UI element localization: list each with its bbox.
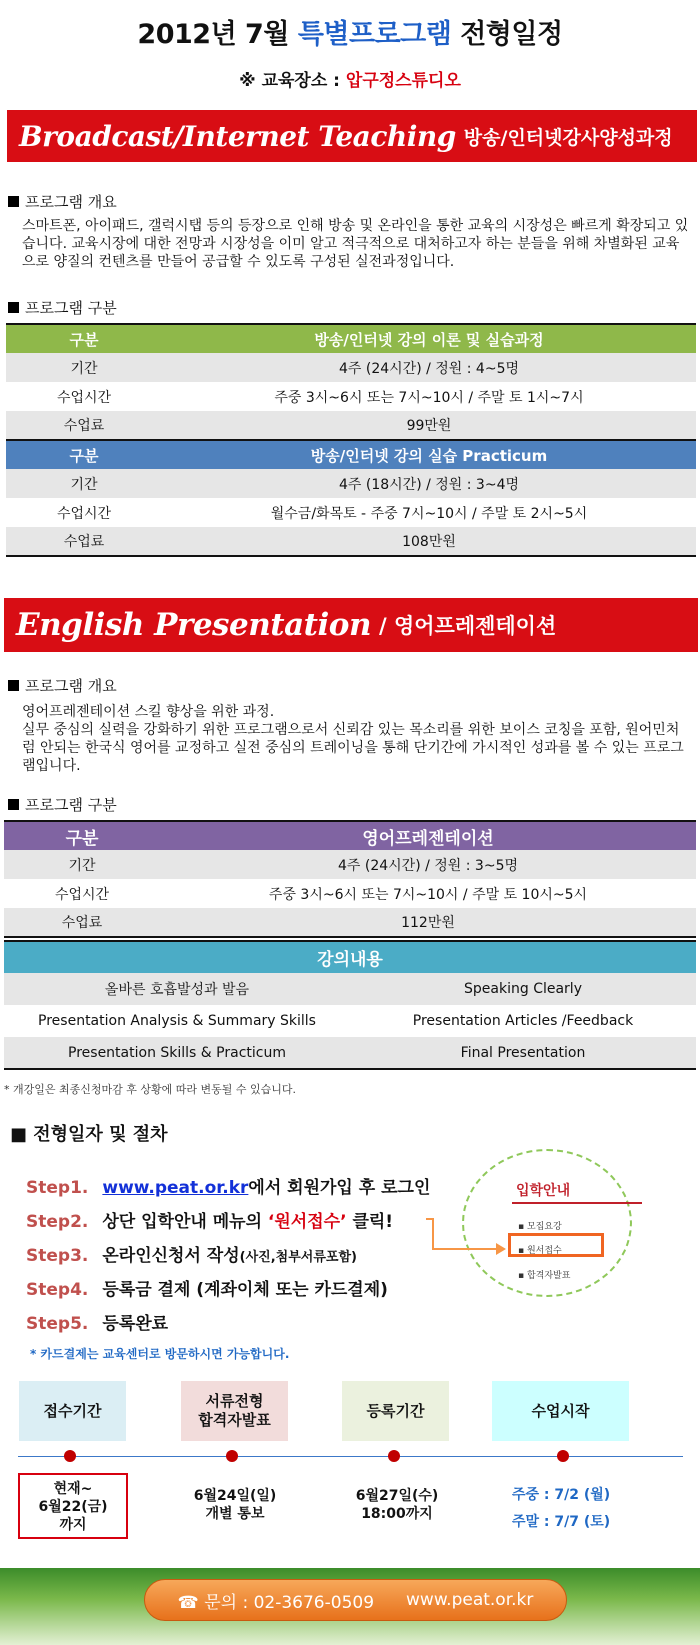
header-cell: 구분: [6, 440, 162, 469]
menu-item: ▪ 합격자발표: [518, 1271, 571, 1281]
timeline-line: [18, 1456, 683, 1457]
row-key: 수업료: [6, 527, 162, 556]
banner-script-text: English Presentation: [16, 607, 371, 643]
timeline-box-start: [492, 1381, 629, 1441]
step-quote: ‘원서접수’: [267, 1212, 347, 1232]
table-row: [6, 469, 696, 498]
row-key: 수업시간: [54, 886, 110, 903]
step-number: Step2.: [26, 1212, 89, 1232]
row-value: 주중 3시~6시 또는 7시~10시 / 주말 토 1시~7시: [274, 389, 584, 406]
step-text: 상단 입학안내 메뉴의: [102, 1212, 268, 1232]
table-row: [6, 353, 696, 382]
timeline-label: 서류전형 합격자발표: [198, 1392, 271, 1429]
banner-script-text: Broadcast/Internet Teaching: [19, 119, 456, 153]
step-subtext: (사진,첨부서류포함): [239, 1250, 357, 1265]
table-header-row: [6, 324, 696, 353]
schedule-note: * 개강일은 최종신청마감 후 상황에 따라 변동될 수 있습니다.: [4, 1083, 296, 1096]
table-row: [4, 879, 696, 908]
overview-label-text: 프로그램 개요: [25, 193, 117, 211]
header-cell: 구분: [6, 324, 162, 353]
contact-url[interactable]: www.peat.or.kr: [406, 1590, 534, 1610]
overview-line: 실무 중심의 실력을 강화하기 위한 프로그램으로서 신뢰감 있는 목소리를 위한 보이스 코칭을 포함, 원어민처럼 안되는 한국식 영어를 교정하고 실전 중심의 트레이닝을 통해 단기간에 가시적인 성과를 볼 수 있는 프로그램입니다.: [22, 722, 684, 774]
place-label: ※ 교육장소 :: [239, 71, 346, 91]
menu-highlight-box: [508, 1233, 604, 1257]
step-number: Step4.: [26, 1280, 89, 1300]
row-key: 기간: [6, 469, 162, 498]
title-highlight: 특별프로그램: [297, 19, 452, 50]
english-table: [4, 820, 696, 938]
timeline-value: 주중 : 7/2 (월) 주말 : 7/7 (토): [512, 1487, 611, 1530]
contact-pill[interactable]: [144, 1579, 567, 1621]
row-key: 기간: [4, 850, 160, 879]
row-value: 4주 (24시간) / 정원 : 3~5명: [160, 850, 696, 879]
lecture-header-row: [4, 941, 696, 973]
overview-label-text: 프로그램 개요: [25, 677, 117, 695]
timeline-dot: [226, 1450, 238, 1462]
banner-korean-text: / 영어프레젠테이션: [378, 614, 557, 638]
title-suffix: 전형일정: [451, 19, 563, 50]
row-key: 수업료: [6, 411, 162, 440]
arrow-segment: [432, 1218, 434, 1250]
header-cell: 방송/인터넷 강의 이론 및 실습과정: [162, 324, 696, 353]
step-text: 온라인신청서 작성: [102, 1246, 240, 1266]
table-row: [4, 1037, 696, 1069]
row-value: 99만원: [162, 411, 696, 440]
table-row: [6, 498, 696, 527]
table-row: [6, 527, 696, 556]
menu-divider: [512, 1202, 642, 1204]
table-header-row: [4, 821, 696, 850]
table-row: [4, 973, 696, 1005]
menu-item-label: 합격자발표: [526, 1271, 571, 1281]
table-row: [4, 850, 696, 879]
timeline-dot: [557, 1450, 569, 1462]
lecture-cell: Presentation Articles /Feedback: [412, 1013, 634, 1029]
timeline-value: 현재~ 6월22(금) 까지: [38, 1481, 108, 1533]
square-bullet-icon: [8, 799, 19, 810]
step-number: Step1.: [26, 1178, 89, 1198]
overview-line: 영어프레젠테이션 스킬 향상을 위한 과정.: [22, 704, 275, 720]
lecture-cell: Final Presentation: [350, 1037, 696, 1069]
english-banner: [4, 598, 698, 652]
row-value: 112만원: [160, 908, 696, 937]
lecture-cell: Speaking Clearly: [350, 973, 696, 1005]
banner-korean-text: 방송/인터넷강사양성과정: [463, 126, 673, 149]
broadcast-table: [6, 323, 696, 557]
timeline-box-apply: [19, 1381, 126, 1441]
overview-label: [8, 675, 117, 696]
division-label: [8, 297, 117, 318]
step-1: [26, 1173, 430, 1198]
row-value: 108만원: [162, 527, 696, 556]
table-row: [4, 1005, 696, 1037]
step-number: Step5.: [26, 1314, 89, 1334]
menu-item-label: 모집요강: [526, 1222, 562, 1232]
overview-text: 스마트폰, 아이패드, 갤럭시탭 등의 등장으로 인해 방송 및 온라인을 통한 교육의 시장성은 빠르게 확장되고 있습니다. 교육시장에 대한 전망과 시장성을 이미 알고 적극적으로 대처하고자 하는 분들을 위해 차별화된 교육으로 양질의 컨텐츠를 만들어 공급할 수 있도록 구성된 실전과정입니다.: [22, 218, 689, 270]
row-value: 4주 (18시간) / 정원 : 3~4명: [162, 469, 696, 498]
step-text: 클릭!: [346, 1212, 394, 1232]
timeline-label: 접수기간: [43, 1401, 102, 1420]
row-key: 수업료: [4, 908, 160, 937]
page-title: [0, 12, 700, 51]
step-4: [26, 1275, 388, 1300]
lecture-table: [4, 940, 696, 1070]
menu-item: ▪ 원서접수: [518, 1246, 562, 1256]
place-value: 압구정스튜디오: [345, 71, 461, 91]
row-key: 수업시간: [56, 389, 112, 406]
header-cell: 영어프레젠테이션: [160, 821, 696, 850]
menu-title: 입학안내: [516, 1183, 571, 1199]
row-key: 수업시간: [56, 505, 112, 522]
lecture-header: 강의내용: [4, 941, 696, 973]
timeline-label: 등록기간: [366, 1401, 425, 1420]
row-value: 주중 3시~6시 또는 7시~10시 / 주말 토 10시~5시: [268, 886, 588, 903]
division-label-text: 프로그램 구분: [25, 796, 117, 814]
timeline-box-register: [342, 1381, 449, 1441]
overview-label: [8, 191, 117, 212]
lecture-cell: 올바른 호흡발성과 발음: [4, 973, 350, 1005]
step-text: 등록완료: [102, 1314, 169, 1334]
arrow-segment: [432, 1248, 500, 1250]
site-link[interactable]: www.peat.or.kr: [102, 1178, 249, 1198]
header-cell: 구분: [4, 821, 160, 850]
lecture-cell: Presentation Analysis & Summary Skills: [38, 1013, 316, 1029]
timeline-dot: [388, 1450, 400, 1462]
timeline-box-result: [181, 1381, 288, 1441]
timeline-value: 6월24일(일) 개별 통보: [193, 1488, 277, 1522]
step-number: Step3.: [26, 1246, 89, 1266]
timeline-value: 6월27일(수) 18:00까지: [355, 1488, 439, 1522]
arrow-right-icon: [496, 1243, 506, 1255]
step-text: 등록금 결제 (계좌이체 또는 카드결제): [102, 1280, 388, 1300]
header-cell: 방송/인터넷 강의 실습 Practicum: [162, 440, 696, 469]
square-bullet-icon: [8, 196, 19, 207]
table-row: [6, 382, 696, 411]
menu-item: ▪ 모집요강: [518, 1222, 562, 1232]
row-value: 4주 (24시간) / 정원 : 4~5명: [162, 353, 696, 382]
process-title: ■ 전형일자 및 절차: [10, 1124, 168, 1145]
broadcast-banner: [7, 110, 697, 162]
division-label-text: 프로그램 구분: [25, 299, 117, 317]
lecture-cell: Presentation Skills & Practicum: [4, 1037, 350, 1069]
menu-item-label: 원서접수: [526, 1246, 562, 1256]
row-key: 기간: [6, 353, 162, 382]
card-payment-note: * 카드결제는 교육센터로 방문하시면 가능합니다.: [30, 1347, 290, 1361]
contact-phone: ☎ 문의 : 02-3676-0509: [177, 1592, 375, 1613]
division-label: [8, 794, 117, 815]
row-value: 월수금/화목토 - 주중 7시~10시 / 주말 토 2시~5시: [270, 505, 588, 522]
table-row: [6, 411, 696, 440]
education-place: [0, 66, 700, 91]
overview-text: [22, 703, 692, 775]
step-3: [26, 1241, 357, 1266]
step-5: [26, 1309, 168, 1334]
step-2: [26, 1207, 393, 1232]
title-prefix: 2012년 7월: [137, 19, 298, 50]
square-bullet-icon: [8, 302, 19, 313]
timeline-dot: [64, 1450, 76, 1462]
timeline-label: 수업시작: [531, 1401, 590, 1420]
step-text: 에서 회원가입 후 로그인: [248, 1178, 431, 1198]
table-row: [4, 908, 696, 937]
square-bullet-icon: [8, 680, 19, 691]
table-header-row: [6, 440, 696, 469]
